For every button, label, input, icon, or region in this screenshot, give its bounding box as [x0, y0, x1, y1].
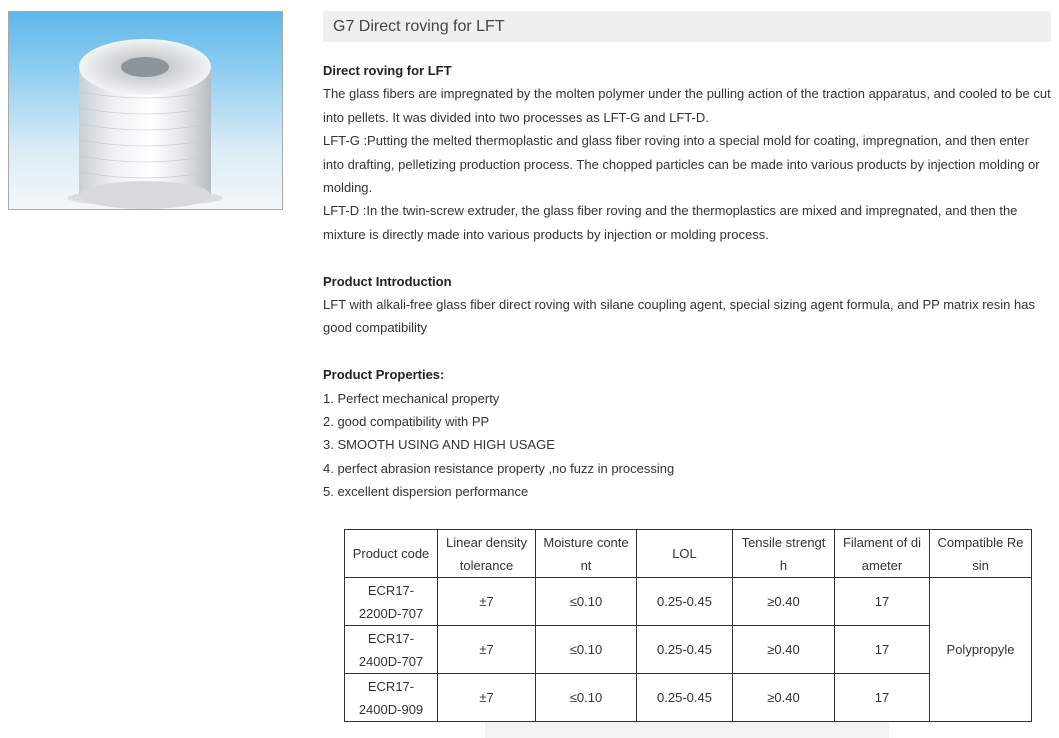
cell-moisture-content: ≤0.10 — [536, 578, 637, 626]
property-item: 5. excellent dispersion performance — [323, 484, 529, 500]
section-heading-properties: Product Properties: — [323, 367, 445, 383]
property-item: 1. Perfect mechanical property — [323, 390, 500, 406]
paragraph-lft-d: LFT-D :In the twin-screw extruder, the glass fiber roving and the thermoplastics are mixed and impregnated, and then the mixture is directly made into various products by injection or molding process. — [323, 203, 1018, 242]
cell-tensile-strength: ≥0.40 — [733, 578, 835, 626]
paragraph-overview: The glass fibers are impregnated by the molten polymer under the pulling action of the traction apparatus, and cooled to be cut into pellets. It was divided into two processes as LFT-G and LFT-D. — [323, 86, 1051, 125]
cell-tensile-strength: ≥0.40 — [733, 674, 835, 722]
specification-table — [344, 529, 1032, 722]
cell-linear-density: ±7 — [438, 626, 536, 674]
property-item: 3. SMOOTH USING AND HIGH USAGE — [323, 437, 555, 453]
header-product-code: Product code — [345, 530, 438, 578]
table-header-row — [345, 530, 1032, 578]
table-row — [345, 626, 1032, 674]
table-row — [345, 578, 1032, 626]
header-compatible-resin: Compatible Re sin — [930, 530, 1032, 578]
roving-spool-image — [9, 12, 282, 209]
cell-product-code: ECR17-2200D-707 — [345, 578, 438, 626]
property-item: 2. good compatibility with PP — [323, 414, 490, 430]
cell-lol: 0.25-0.45 — [637, 626, 733, 674]
cell-filament-diameter: 17 — [835, 578, 930, 626]
cell-tensile-strength: ≥0.40 — [733, 626, 835, 674]
header-linear-density: Linear density tolerance — [438, 530, 536, 578]
section-heading-direct-roving: Direct roving for LFT — [323, 63, 452, 78]
header-moisture-content: Moisture conte nt — [536, 530, 637, 578]
page-title: G7 Direct roving for LFT — [323, 11, 1051, 42]
cell-moisture-content: ≤0.10 — [536, 626, 637, 674]
cell-filament-diameter: 17 — [835, 626, 930, 674]
product-image — [8, 11, 283, 210]
cell-filament-diameter: 17 — [835, 674, 930, 722]
cell-lol: 0.25-0.45 — [637, 674, 733, 722]
table-row — [345, 674, 1032, 722]
product-description — [323, 59, 1053, 504]
cell-linear-density: ±7 — [438, 674, 536, 722]
cell-lol: 0.25-0.45 — [637, 578, 733, 626]
cell-moisture-content: ≤0.10 — [536, 674, 637, 722]
property-item: 4. perfect abrasion resistance property ,no fuzz in processing — [323, 460, 675, 476]
cell-linear-density: ±7 — [438, 578, 536, 626]
cell-product-code: ECR17-2400D-909 — [345, 674, 438, 722]
header-filament-diameter: Filament of di ameter — [835, 530, 930, 578]
paragraph-introduction: LFT with alkali-free glass fiber direct roving with silane coupling agent, special sizing agent formula, and PP matrix resin has good compatibility — [323, 297, 1035, 336]
cell-compatible-resin: Polypropyle — [930, 578, 1032, 722]
footer-strip — [485, 722, 889, 738]
header-lol: LOL — [637, 530, 733, 578]
cell-product-code: ECR17-2400D-707 — [345, 626, 438, 674]
paragraph-lft-g: LFT-G :Putting the melted thermoplastic and glass fiber roving into a special mold for coating, impregnation, and then enter into drafting, pelletizing production process. The chopped particles can be made into various products by injection molding or molding. — [323, 133, 1040, 196]
header-tensile-strength: Tensile strengt h — [733, 530, 835, 578]
section-heading-introduction: Product Introduction — [323, 273, 452, 289]
